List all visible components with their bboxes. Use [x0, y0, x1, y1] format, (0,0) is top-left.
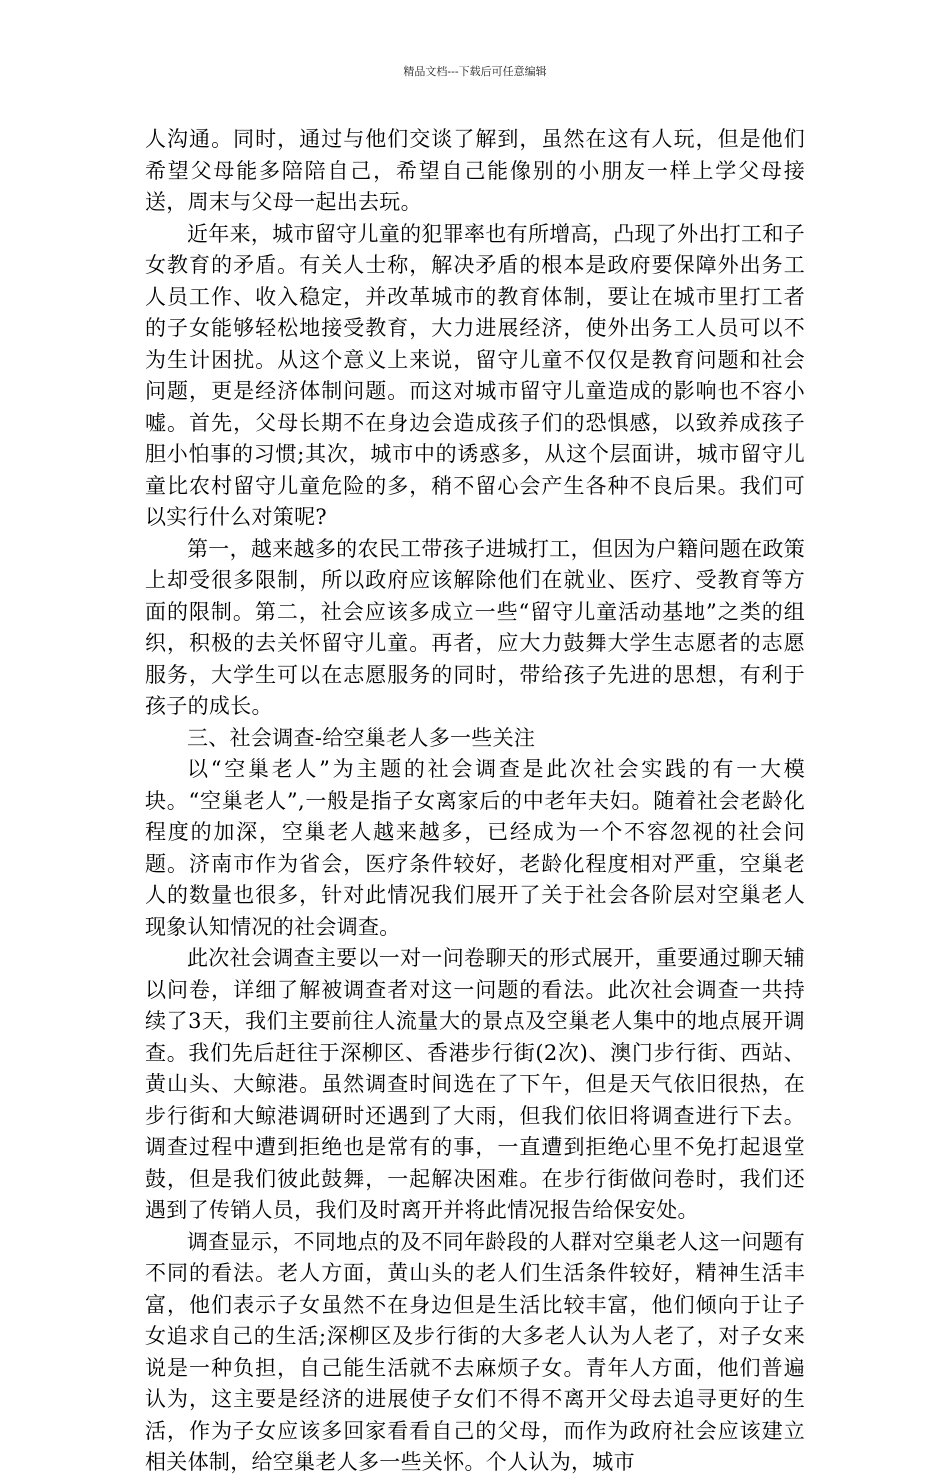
paragraph-3: 第一，越来越多的农民工带孩子进城打工，但因为户籍问题在政策上却受很多限制，所以政府应该解除他们在就业、医疗、受教育等方面的限制。第二，社会应该多成立一些“留守儿童活动基地”之类的组织，积极的去关怀留守儿童。再者，应大力鼓舞大学生志愿者的志愿服务，大学生可以在志愿服务的同时，带给孩子先进的思想，有利于孩子的成长。: [145, 536, 805, 718]
paragraph-1: 人沟通。同时，通过与他们交谈了解到，虽然在这有人玩，但是他们希望父母能多陪陪自己，希望自己能像别的小朋友一样上学父母接送，周末与父母一起出去玩。: [145, 127, 805, 214]
paragraph-5: 此次社会调查主要以一对一问卷聊天的形式展开，重要通过聊天辅以问卷，详细了解被调查者对这一问题的看法。此次社会调查一共持续了3天，我们主要前往人流量大的景点及空巢老人集中的地点展开调查。我们先后赶往于深柳区、香港步行街(2次)、澳门步行街、西站、黄山头、大鲸港。虽然调查时间选在了下午，但是天气依旧很热，在步行街和大鲸港调研时还遇到了大雨，但我们依旧将调查进行下去。调查过程中遭到拒绝也是常有的事，一直遭到拒绝心里不免打起退堂鼓，但是我们彼此鼓舞，一起解决困难。在步行街做问卷时，我们还遇到了传销人员，我们及时离开并将此情况报告给保安处。: [145, 946, 805, 1222]
paragraph-2: 近年来，城市留守儿童的犯罪率也有所增高，凸现了外出打工和子女教育的矛盾。有关人士称，解决矛盾的根本是政府要保障外出务工人员工作、收入稳定，并改革城市的教育体制，要让在城市里打工者的子女能够轻松地接受教育，大力进展经济，使外出务工人员可以不为生计困扰。从这个意义上来说，留守儿童不仅仅是教育问题和社会问题，更是经济体制问题。而这对城市留守儿童造成的影响也不容小嘘。首先，父母长期不在身边会造成孩子们的恐惧感，以致养成孩子胆小怕事的习惯;其次，城市中的诱惑多，从这个层面讲，城市留守儿童比农村留守儿童危险的多，稍不留心会产生各种不良后果。我们可以实行什么对策呢?: [145, 221, 805, 529]
document-body: [145, 124, 805, 1479]
paragraph-6: 调查显示，不同地点的及不同年龄段的人群对空巢老人这一问题有不同的看法。老人方面，黄山头的老人们生活条件较好，精神生活丰富，他们表示子女虽然不在身边但是生活比较丰富，他们倾向于让子女追求自己的生活;深柳区及步行街的大多老人认为人老了，对子女来说是一种负担，自己能生活就不去麻烦子女。青年人方面，他们普遍认为，这主要是经济的进展使子女们不得不离开父母去追寻更好的生活，作为子女应该多回家看看自己的父母，而作为政府社会应该建立相关体制，给空巢老人多一些关怀。个人认为，城市: [145, 1229, 805, 1474]
page-header: 精品文档---下载后可任意编辑: [403, 65, 547, 78]
paragraph-4: 以“空巢老人”为主题的社会调查是此次社会实践的有一大模块。“空巢老人”,一般是指子女离家后的中老年夫妇。随着社会老龄化程度的加深，空巢老人越来越多，已经成为一个不容忽视的社会问题。济南市作为省会，医疗条件较好，老龄化程度相对严重，空巢老人的数量也很多，针对此情况我们展开了关于社会各阶层对空巢老人现象认知情况的社会调查。: [145, 757, 805, 939]
section-heading: 三、社会调查-给空巢老人多一些关注: [187, 725, 536, 750]
